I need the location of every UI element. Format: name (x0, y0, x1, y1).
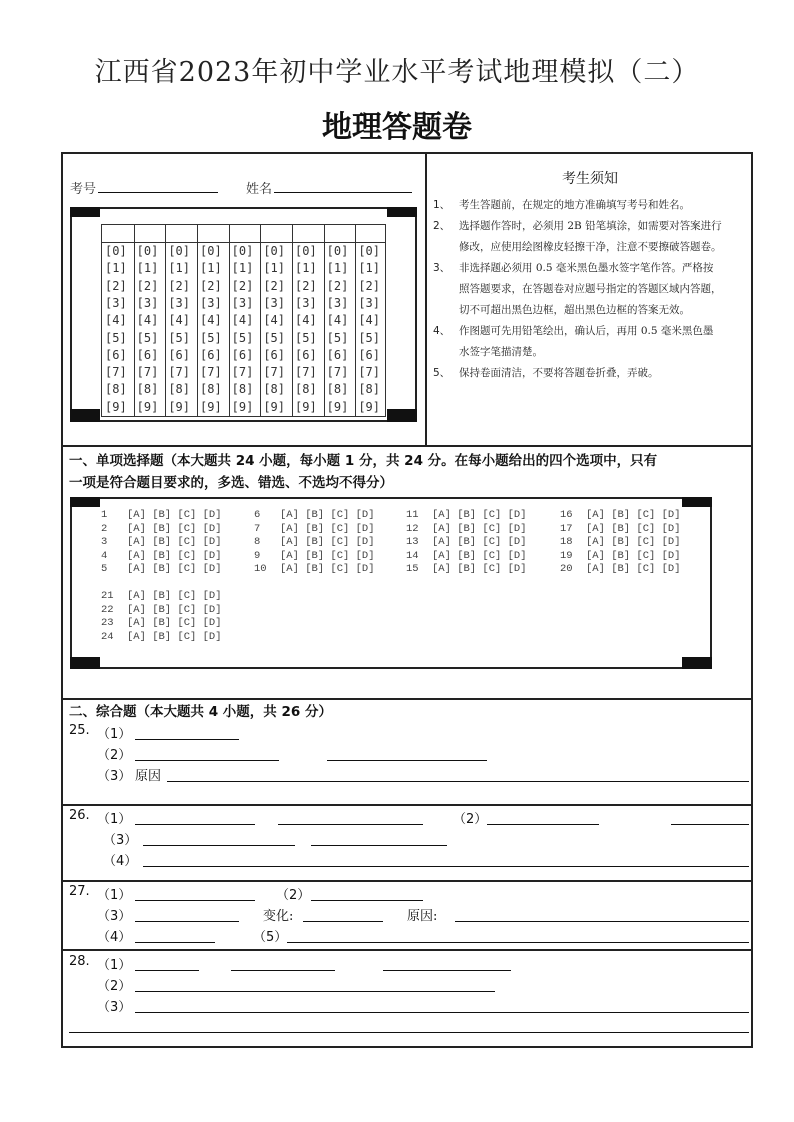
notice-title: 考生须知 (562, 171, 618, 187)
digit-bubble[interactable]: [3] (263, 295, 286, 310)
question-number: 15 (406, 563, 419, 576)
notice-item-text: 非选择题必须用 0.5 毫米黑色墨水签字笔作答。严格按 (459, 262, 714, 274)
digit-bubble[interactable]: [4] (295, 313, 317, 328)
question-number: 2 (101, 522, 108, 535)
digit-bubble[interactable]: [3] (295, 295, 317, 310)
digit-bubble[interactable]: [4] (136, 313, 159, 328)
q28-part1-answer-b[interactable] (231, 970, 335, 971)
question-number: 16 (560, 509, 573, 521)
question-number: 14 (406, 549, 419, 562)
digit-bubble[interactable]: [8] (295, 382, 317, 397)
digit-bubble[interactable]: [4] (263, 313, 286, 328)
sheet-title: 地理答题卷 (322, 110, 472, 145)
section2-heading: 二、综合题（本大题共 4 小题，共 26 分） (69, 704, 332, 720)
digit-bubble[interactable]: [3] (105, 295, 127, 310)
question-number: 9 (254, 549, 261, 562)
question-number: 4 (101, 549, 108, 562)
section1-heading-line1: 一、单项选择题（本大题共 24 小题，每小题 1 分，共 24 分。在每小题给出的四个选项中，只有 (69, 453, 658, 469)
question-number: 24 (101, 630, 114, 643)
question-number: 11 (406, 509, 419, 521)
exam-no-field[interactable] (98, 192, 218, 193)
q27-change-label: 变化: (263, 909, 294, 924)
q25-part1-label: （1） (97, 727, 132, 742)
name-field[interactable] (274, 192, 412, 193)
answer-options[interactable]: [A] [B] [C] [D] (280, 549, 375, 562)
alignment-marker (70, 657, 100, 669)
q27-part4-answer[interactable] (135, 942, 215, 943)
digit-bubble[interactable]: [3] (200, 295, 222, 310)
answer-options[interactable]: [A] [B] [C] [D] (280, 509, 375, 521)
question-number: 23 (101, 617, 114, 630)
answer-options[interactable]: [A] [B] [C] [D] (127, 617, 222, 630)
answer-options[interactable]: [A] [B] [C] [D] (586, 549, 681, 562)
answer-sheet (61, 152, 753, 1048)
digit-bubble[interactable]: [7] (358, 365, 381, 380)
digit-bubble[interactable]: [7] (231, 365, 254, 380)
q25-part2-answer-b[interactable] (327, 760, 487, 761)
digit-bubble[interactable]: [0] (231, 244, 254, 258)
q28-number: 28. (69, 954, 90, 969)
exam-no-label: 考号 (70, 182, 97, 197)
q25-part2-answer-a[interactable] (135, 760, 279, 761)
digit-bubble[interactable]: [1] (358, 261, 381, 276)
digit-bubble[interactable]: [4] (326, 313, 349, 328)
digit-bubble[interactable]: [8] (231, 382, 254, 397)
digit-bubble[interactable]: [9] (263, 399, 286, 414)
q26-part1-answer-a[interactable] (135, 824, 255, 825)
alignment-marker (387, 409, 417, 422)
alignment-marker (70, 497, 100, 507)
answer-options[interactable]: [A] [B] [C] [D] (127, 603, 222, 616)
notice-item-text: 照答题要求，在答题卷对应题号指定的答题区域内答题， (459, 283, 722, 295)
digit-bubble[interactable]: [9] (168, 399, 191, 414)
digit-bubble[interactable]: [9] (136, 399, 159, 414)
digit-bubble[interactable]: [9] (231, 399, 254, 414)
question-number: 19 (560, 549, 573, 562)
q26-part3-label: （3） (103, 833, 138, 848)
answer-options[interactable]: [A] [B] [C] [D] (127, 549, 222, 562)
q25-reason-label: 原因 (135, 769, 162, 784)
q27-part2-label: （2） (276, 888, 311, 903)
q27-change-answer[interactable] (303, 921, 383, 922)
digit-bubble[interactable]: [6] (326, 347, 349, 362)
answer-options[interactable]: [A] [B] [C] [D] (127, 536, 222, 549)
question-number: 20 (560, 563, 573, 576)
digit-bubble[interactable]: [9] (326, 399, 349, 414)
digit-bubble[interactable]: [1] (200, 261, 222, 276)
digit-bubble[interactable]: [4] (168, 313, 191, 328)
notice-item (433, 342, 753, 363)
question-number: 13 (406, 536, 419, 549)
digit-bubble[interactable]: [2] (168, 278, 191, 293)
answer-options[interactable]: [A] [B] [C] [D] (280, 522, 375, 535)
digit-bubble[interactable]: [7] (105, 365, 127, 380)
q27-part3-answer[interactable] (135, 921, 239, 922)
q27-part4-label: （4） (97, 930, 132, 945)
q26-part3-answer-a[interactable] (143, 845, 295, 846)
digit-bubble[interactable]: [2] (231, 278, 254, 293)
digit-bubble[interactable]: [0] (326, 244, 349, 258)
digit-bubble[interactable]: [6] (168, 347, 191, 362)
question-number: 3 (101, 536, 108, 549)
digit-bubble[interactable]: [4] (105, 313, 127, 328)
divider-section1 (63, 445, 751, 447)
divider-section2 (63, 698, 751, 700)
alignment-marker (387, 207, 417, 217)
q27-part1-answer[interactable] (135, 900, 255, 901)
digit-bubble[interactable]: [7] (326, 365, 349, 380)
q26-number: 26. (69, 808, 90, 823)
grid-column-divider (324, 225, 325, 416)
notice-item-number: 4、 (433, 325, 451, 337)
digit-bubble[interactable]: [4] (358, 313, 381, 328)
notice-item-number: 5、 (433, 367, 451, 379)
divider-q27 (63, 880, 751, 882)
digit-bubble[interactable]: [8] (105, 382, 127, 397)
digit-bubble[interactable]: [3] (231, 295, 254, 310)
digit-bubble[interactable]: [6] (358, 347, 381, 362)
digit-bubble[interactable]: [2] (105, 278, 127, 293)
digit-bubble[interactable]: [5] (168, 330, 191, 345)
question-number: 7 (254, 522, 261, 535)
notice-item-text: 作图题可先用铅笔绘出，确认后，再用 0.5 毫米黑色墨 (459, 325, 714, 337)
answer-options[interactable]: [A] [B] [C] [D] (127, 522, 222, 535)
alignment-marker (682, 497, 712, 507)
alignment-marker (70, 409, 100, 422)
grid-column-divider (197, 225, 198, 416)
exam-number-grid[interactable] (101, 224, 386, 417)
digit-bubble[interactable]: [9] (295, 399, 317, 414)
digit-bubble[interactable]: [4] (200, 313, 222, 328)
question-number: 21 (101, 590, 114, 602)
digit-bubble[interactable]: [1] (326, 261, 349, 276)
notice-item (433, 195, 753, 216)
q28-extra-answer-line[interactable] (69, 1032, 749, 1033)
digit-bubble[interactable]: [6] (295, 347, 317, 362)
notice-item (433, 279, 753, 300)
digit-bubble[interactable]: [2] (358, 278, 381, 293)
digit-bubble[interactable]: [6] (105, 347, 127, 362)
q27-reason-answer[interactable] (455, 921, 749, 922)
notice-item (433, 237, 753, 258)
digit-bubble[interactable]: [9] (200, 399, 222, 414)
question-number: 8 (254, 536, 261, 549)
digit-bubble[interactable]: [6] (200, 347, 222, 362)
q25-part3-label: （3） (97, 769, 132, 784)
q27-part3-label: （3） (97, 909, 132, 924)
grid-column-divider (134, 225, 135, 416)
q28-part1-label: （1） (97, 958, 132, 973)
grid-column-divider (229, 225, 230, 416)
digit-bubble[interactable]: [6] (231, 347, 254, 362)
notice-item-text: 考生答题前，在规定的地方准确填写考号和姓名。 (459, 199, 690, 211)
q28-part1-answer-c[interactable] (383, 970, 511, 971)
top-divider (425, 154, 427, 445)
q25-part1-answer[interactable] (135, 739, 239, 740)
q28-part2-label: （2） (97, 979, 132, 994)
digit-bubble[interactable]: [2] (295, 278, 317, 293)
notice-item-text: 修改，应使用绘图橡皮轻擦干净，注意不要擦破答题卷。 (459, 241, 722, 253)
digit-bubble[interactable]: [7] (168, 365, 191, 380)
q26-part3-answer-b[interactable] (311, 845, 447, 846)
digit-bubble[interactable]: [8] (358, 382, 381, 397)
digit-bubble[interactable]: [7] (136, 365, 159, 380)
digit-bubble[interactable]: [8] (136, 382, 159, 397)
digit-bubble[interactable]: [0] (136, 244, 159, 258)
answer-options[interactable]: [A] [B] [C] [D] (127, 630, 222, 643)
divider-q28 (63, 949, 751, 951)
digit-bubble[interactable]: [0] (295, 244, 317, 258)
digit-bubble[interactable]: [8] (200, 382, 222, 397)
notice-item-text: 保持卷面清洁，不要将答题卷折叠，弄破。 (459, 367, 659, 379)
q28-part1-answer-a[interactable] (135, 970, 199, 971)
exam-title: 江西省2023年初中学业水平考试地理模拟（二） (94, 57, 700, 88)
answer-options[interactable]: [A] [B] [C] [D] (432, 549, 527, 562)
digit-bubble[interactable]: [5] (295, 330, 317, 345)
digit-bubble[interactable]: [7] (295, 365, 317, 380)
question-number: 6 (254, 509, 261, 521)
digit-bubble[interactable]: [9] (358, 399, 381, 414)
digit-bubble[interactable]: [5] (200, 330, 222, 345)
question-number: 18 (560, 536, 573, 549)
digit-bubble[interactable]: [6] (263, 347, 286, 362)
alignment-marker (682, 657, 712, 669)
digit-bubble[interactable]: [3] (358, 295, 381, 310)
answer-options[interactable]: [A] [B] [C] [D] (586, 522, 681, 535)
digit-bubble[interactable]: [1] (105, 261, 127, 276)
digit-bubble[interactable]: [2] (136, 278, 159, 293)
question-number: 5 (101, 563, 108, 576)
question-number: 1 (101, 509, 108, 521)
q27-part2-answer[interactable] (311, 900, 423, 901)
answer-options[interactable]: [A] [B] [C] [D] (586, 563, 681, 576)
digit-bubble[interactable]: [5] (263, 330, 286, 345)
answer-options[interactable]: [A] [B] [C] [D] (432, 509, 527, 521)
q26-part1-answer-b[interactable] (278, 824, 423, 825)
question-number: 10 (254, 563, 267, 576)
q26-part2-label: （2） (453, 812, 488, 827)
digit-bubble[interactable]: [1] (136, 261, 159, 276)
notice-item (433, 363, 753, 384)
digit-bubble[interactable]: [8] (326, 382, 349, 397)
notice-item-text: 选择题作答时，必须用 2B 铅笔填涂，如需要对答案进行 (459, 220, 722, 232)
alignment-marker (70, 207, 100, 217)
answer-options[interactable]: [A] [B] [C] [D] (432, 522, 527, 535)
digit-bubble[interactable]: [0] (105, 244, 127, 258)
section1-heading (69, 450, 753, 494)
digit-bubble[interactable]: [1] (231, 261, 254, 276)
grid-column-divider (292, 225, 293, 416)
digit-bubble[interactable]: [1] (168, 261, 191, 276)
notice-item (433, 321, 753, 342)
q26-part4-label: （4） (103, 854, 138, 869)
grid-column-divider (260, 225, 261, 416)
digit-bubble[interactable]: [7] (263, 365, 286, 380)
digit-bubble[interactable]: [7] (200, 365, 222, 380)
q27-part1-label: （1） (97, 888, 132, 903)
q26-part2-answer-a[interactable] (487, 824, 599, 825)
notice-item-text: 水签字笔描清楚。 (459, 346, 543, 358)
digit-bubble[interactable]: [0] (168, 244, 191, 258)
q28-part3-label: （3） (97, 1000, 132, 1015)
digit-bubble[interactable]: [1] (295, 261, 317, 276)
digit-bubble[interactable]: [1] (263, 261, 286, 276)
q27-number: 27. (69, 884, 90, 899)
grid-column-divider (355, 225, 356, 416)
notice-list (433, 195, 753, 384)
digit-bubble[interactable]: [5] (105, 330, 127, 345)
q26-part1-label: （1） (97, 812, 132, 827)
q28-part3-answer[interactable] (135, 1012, 749, 1013)
digit-bubble[interactable]: [8] (168, 382, 191, 397)
question-number: 17 (560, 522, 573, 535)
notice-item (433, 258, 753, 279)
answer-options[interactable]: [A] [B] [C] [D] (280, 563, 375, 576)
digit-bubble[interactable]: [2] (263, 278, 286, 293)
digit-bubble[interactable]: [5] (358, 330, 381, 345)
digit-bubble[interactable]: [9] (105, 399, 127, 414)
digit-bubble[interactable]: [3] (326, 295, 349, 310)
digit-bubble[interactable]: [2] (200, 278, 222, 293)
answer-options[interactable]: [A] [B] [C] [D] (586, 509, 681, 521)
divider-q26 (63, 804, 751, 806)
notice-item (433, 300, 753, 321)
digit-bubble[interactable]: [5] (136, 330, 159, 345)
digit-bubble[interactable]: [0] (200, 244, 222, 258)
q27-part5-answer[interactable] (287, 942, 749, 943)
answer-options[interactable]: [A] [B] [C] [D] (586, 536, 681, 549)
digit-bubble[interactable]: [0] (358, 244, 381, 258)
answer-options[interactable]: [A] [B] [C] [D] (127, 563, 222, 576)
question-number: 12 (406, 522, 419, 535)
grid-header-line (102, 242, 385, 243)
digit-bubble[interactable]: [0] (263, 244, 286, 258)
q27-part5-label: （5） (253, 930, 288, 945)
answer-options[interactable]: [A] [B] [C] [D] (127, 509, 222, 521)
digit-bubble[interactable]: [3] (168, 295, 191, 310)
answer-options[interactable]: [A] [B] [C] [D] (280, 536, 375, 549)
answer-options[interactable]: [A] [B] [C] [D] (127, 590, 222, 602)
digit-bubble[interactable]: [5] (231, 330, 254, 345)
q27-reason-label: 原因: (407, 909, 438, 924)
notice-item-number: 3、 (433, 262, 451, 274)
digit-bubble[interactable]: [8] (263, 382, 286, 397)
q26-part2-answer-b[interactable] (671, 824, 749, 825)
q28-part2-answer[interactable] (135, 991, 495, 992)
digit-bubble[interactable]: [2] (326, 278, 349, 293)
digit-bubble[interactable]: [6] (136, 347, 159, 362)
q25-part2-label: （2） (97, 748, 132, 763)
grid-column-divider (165, 225, 166, 416)
digit-bubble[interactable]: [4] (231, 313, 254, 328)
digit-bubble[interactable]: [3] (136, 295, 159, 310)
name-label: 姓名 (246, 182, 273, 197)
answer-options[interactable]: [A] [B] [C] [D] (432, 563, 527, 576)
question-number: 22 (101, 603, 114, 616)
notice-item (433, 216, 753, 237)
q25-number: 25. (69, 723, 90, 738)
notice-item-number: 1、 (433, 199, 451, 211)
section1-heading-line2: 一项是符合题目要求的，多选、错选、不选均不得分） (69, 475, 393, 491)
notice-item-text: 切不可超出黑色边框，超出黑色边框的答案无效。 (459, 304, 690, 316)
answer-options[interactable]: [A] [B] [C] [D] (432, 536, 527, 549)
notice-item-number: 2、 (433, 220, 451, 232)
digit-bubble[interactable]: [5] (326, 330, 349, 345)
q25-part3-answer[interactable] (167, 781, 749, 782)
q26-part4-answer[interactable] (143, 866, 749, 867)
